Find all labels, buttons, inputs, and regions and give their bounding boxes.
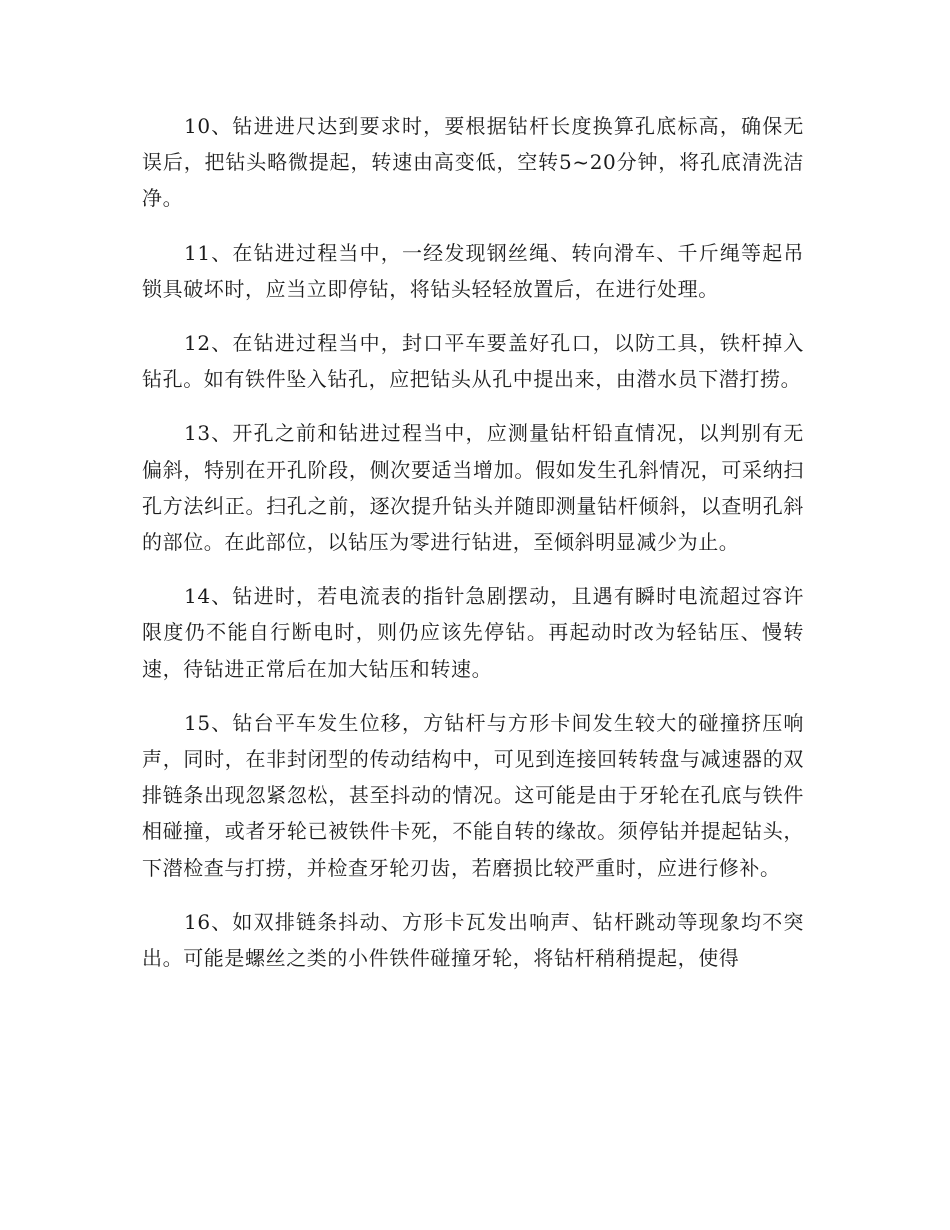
paragraph-15: 15、钻台平车发生位移，方钻杆与方形卡间发生较大的碰撞挤压响声，同时，在非封闭型的传动结构中，可见到连接回转转盘与减速器的双排链条出现忽紧忽松，甚至抖动的情况。这可能是由于牙轮在孔底与铁件相碰撞，或者牙轮已被铁件卡死，不能自转的缘故。须停钻并提起钻头，下潜检查与打捞，并检查牙轮刃齿，若磨损比较严重时，应进行修补。 — [142, 710, 804, 880]
paragraph-12: 12、在钻进过程当中，封口平车要盖好孔口，以防工具，铁杆掉入钻孔。如有铁件坠入钻孔，应把钻头从孔中提出来，由潜水员下潜打捞。 — [142, 331, 804, 392]
paragraph-14: 14、钻进时，若电流表的指针急剧摆动，且遇有瞬时电流超过容许限度仍不能自行断电时，则仍应该先停钻。再起动时改为轻钻压、慢转速，待钻进正常后在加大钻压和转速。 — [142, 584, 804, 681]
paragraph-13: 13、开孔之前和钻进过程当中，应测量钻杆铅直情况，以判别有无偏斜，特别在开孔阶段，侧次要适当增加。假如发生孔斜情况，可采纳扫孔方法纠正。扫孔之前，逐次提升钻头并随即测量钻杆倾斜，以查明孔斜的部位。在此部位，以钻压为零进行钻进，至倾斜明显减少为止。 — [142, 421, 804, 555]
paragraph-11: 11、在钻进过程当中，一经发现钢丝绳、转向滑车、千斤绳等起吊锁具破坏时，应当立即停钻，将钻头轻轻放置后，在进行处理。 — [142, 240, 804, 301]
document-body — [142, 108, 804, 994]
paragraph-10: 10、钻进进尺达到要求时，要根据钻杆长度换算孔底标高，确保无误后，把钻头略微提起，转速由高变低，空转5~20分钟，将孔底清洗洁净。 — [142, 114, 804, 211]
paragraph-16: 16、如双排链条抖动、方形卡瓦发出响声、钻杆跳动等现象均不突出。可能是螺丝之类的小件铁件碰撞牙轮，将钻杆稍稍提起，使得 — [142, 909, 804, 971]
